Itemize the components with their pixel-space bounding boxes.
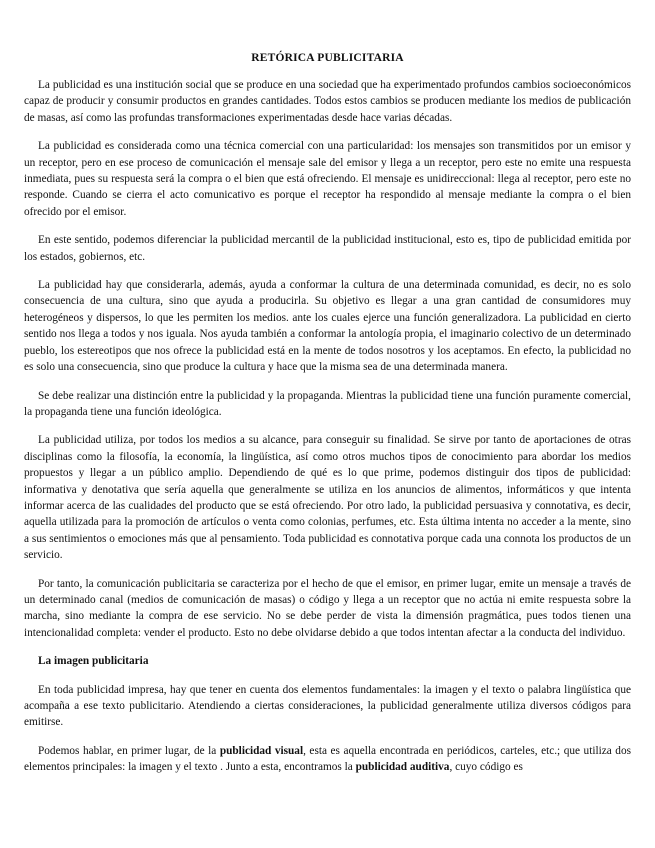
paragraph-intro: La publicidad es una institución social que se produce en una sociedad que ha experimentado profundos cambios socioeconómicos capaz de producir y consumir productos en grandes cantidades. Todos estos cambios se producen mediante los medios de publicación de masas, así como las profundas transformaciones experimentadas desde hace varias décadas. (24, 79, 631, 124)
text-run: , esta es aquella encontrada en periódicos, carteles, etc.; que utiliza dos elementos principales: la imagen y el texto . Junto a esta, encontramos la (24, 744, 631, 774)
paragraph-technique: La publicidad es considerada como una técnica comercial con una particularidad: los mensajes son transmitidos por un emisor y un receptor, pero en ese proceso de comunicación el mensaje sale del emisor y llega a un receptor, pero este no emite una respuesta inmediata, pues su respuesta será la compra o el bien que está ofreciendo. El mensaje es unidireccional: llega al receptor, pero este no responde. Cuando se cierra el acto comunicativo es porque el receptor ha respondido al mensaje mediante la compra o el bien ofrecido por el emisor. (24, 140, 631, 218)
paragraph-disciplines: La publicidad utiliza, por todos los medios a su alcance, para conseguir su finalidad. Se sirve por tanto de aportaciones de otras disciplinas como la filosofía, la economía, la lingüística, así como otros muchos tipos de conocimiento para abordar los medios propuestos y llegar a un público amplio. Dependiendo de qué es lo que prime, podemos distinguir dos tipos de publicidad: informativa y denotativa que sería aquella que generalmente se utiliza en los anuncios de alimentos, informáticos y que intenta informar acerca de las cualidades del producto que se está ofreciendo. Por otro lado, la publicidad persuasiva y connotativa, es decir, aquella utilizada para la promoción de artículos o venta como colonias, perfumes, etc. Esta última intenta no acceder a la mente, sino a sus sentimientos o emociones más que al pensamiento. Toda publicidad es connotativa porque cada una connota los productos de un servicio. (24, 434, 631, 562)
document-page (24, 50, 631, 788)
document-title: RETÓRICA PUBLICITARIA (251, 52, 404, 64)
text-run: Podemos hablar, en primer lugar, de la (38, 744, 220, 757)
section-heading-imagen: La imagen publicitaria (38, 655, 149, 668)
paragraph-communication: Por tanto, la comunicación publicitaria se caracteriza por el hecho de que el emisor, en primer lugar, emite un mensaje a través de un determinado canal (medios de comunicación de masas) o código y llega a un receptor que no actúa ni emite respuesta sobre la marcha, sino mediante la compra de ese servicio. No se debe perder de vista la dimensión pragmática, pues todos tienen una intencionalidad completa: vender el producto. Esto no debe olvidarse debido a que todos intentan afectar a la conducta del individuo. (24, 577, 631, 639)
paragraph-propaganda: Se debe realizar una distinción entre la publicidad y la propaganda. Mientras la publicidad tiene una función puramente comercial, la propaganda tiene una función ideológica. (24, 389, 631, 418)
term-publicidad-auditiva: publicidad auditiva (355, 761, 450, 774)
paragraph-culture: La publicidad hay que considerarla, además, ayuda a conformar la cultura de una determinada comunidad, es decir, no es solo consecuencia de una cultura, sino que ayuda a producirla. Su objetivo es llegar a una gran cantidad de consumidores muy heterogéneos y dispersos, lo que les permiten los medios. ante los cuales ejerce una función generalizadora. La publicidad en cierto sentido nos llega a todos y nos iguala. Nos ayuda también a conformar la antología propia, el imaginario colectivo de un determinado pueblo, los estereotipos que nos ofrece la publicidad está en la mente de todos nosotros y los aceptamos. En efecto, la publicidad no es solo una consecuencia, sino que produce la cultura y hace que la misma sea de una determinada manera. (24, 279, 631, 374)
paragraph-mercantile: En este sentido, podemos diferenciar la publicidad mercantil de la publicidad institucional, esto es, tipo de publicidad emitida por los estados, gobiernos, etc. (24, 234, 631, 263)
paragraph-imagen: En toda publicidad impresa, hay que tener en cuenta dos elementos fundamentales: la imagen y el texto o palabra lingüística que acompaña a ese texto publicitario. Atendiendo a ciertas consideraciones, la publicidad generalmente utiliza diversos códigos para emitirse. (24, 683, 631, 729)
term-publicidad-visual: publicidad visual (219, 744, 304, 757)
text-run: , cuyo código es (449, 761, 523, 774)
paragraph-visual-auditiva (24, 743, 631, 776)
